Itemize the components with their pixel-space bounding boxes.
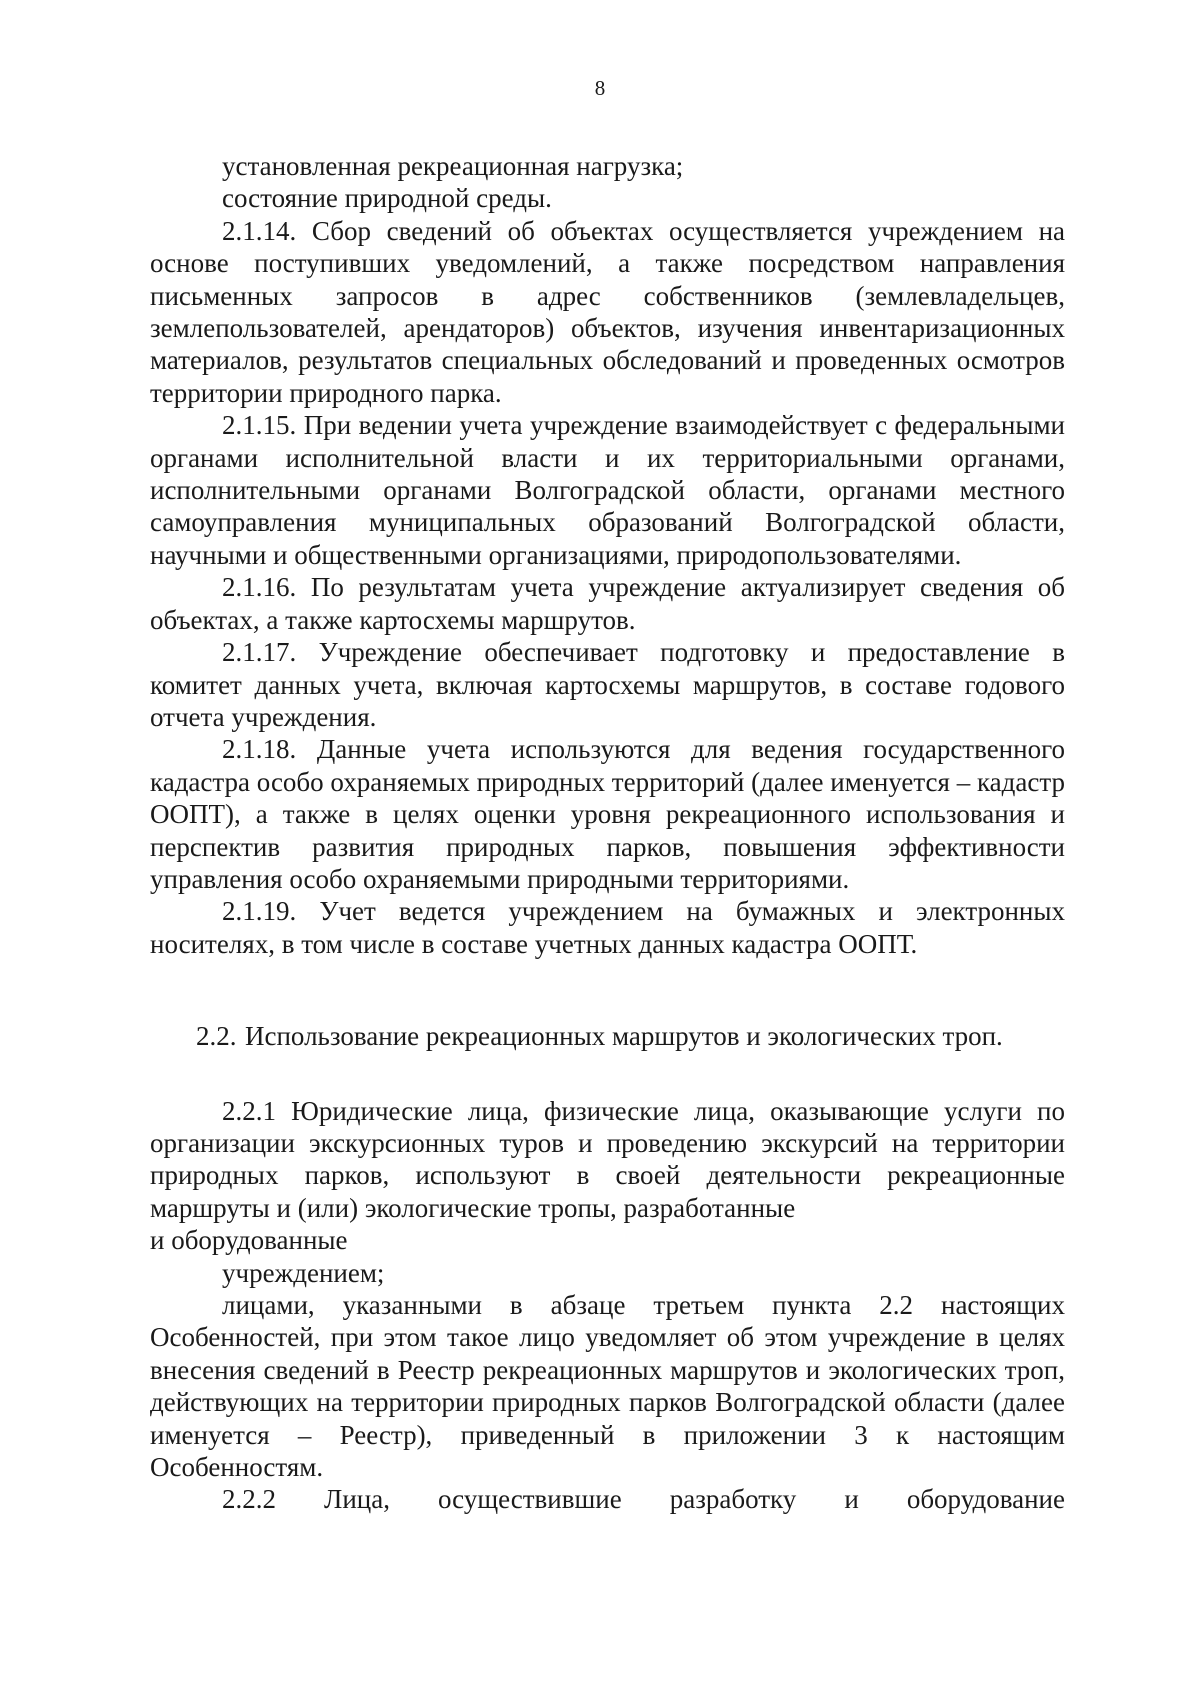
page-number: 8 [594,76,606,100]
section-title: Использование рекреационных маршрутов и экологических троп. [245,1021,1003,1052]
paragraph-recreational-load: установленная рекреационная нагрузка; [222,151,684,181]
paragraph-2-1-16: 2.1.16. По результатам учета учреждение актуализирует сведения об объектах, а также картосхемы маршрутов. [150,572,1065,635]
section-number: 2.2. [196,1021,237,1052]
paragraph-2-1-19: 2.1.19. Учет ведется учреждением на бумажных и электронных носителях, в том числе в составе учетных данных кадастра ООПТ. [150,896,1065,959]
paragraph-2-1-14: 2.1.14. Сбор сведений об объектах осуществляется учреждением на основе поступивших уведомлений, а также посредством направления письменных запросов в адрес собственников (землевладельцев, землепользователей, арендаторов) объектов, изучения инвентаризационных материалов, результатов специальных обследований и проведенных осмотров территории природного парка. [150,215,1065,408]
paragraph-2-2-2: 2.2.2 Лица, осуществившие разработку и оборудование [222,1484,1065,1515]
list-item-institution: учреждением; [222,1257,385,1288]
paragraph-2-2-1: 2.2.1 Юридические лица, физические лица, оказывающие услуги по организации экскурсионных туров и проведению экскурсий на территории природных парков, используют в своей деятельности рекреационные маршруты и (или) экологические тропы, разработанные [150,1095,1065,1223]
document-body [150,150,1065,1516]
paragraph-2-1-15: 2.1.15. При ведении учета учреждение взаимодействует с федеральными органами исполнительной власти и их территориальными органами, исполнительными органами Волгоградской области, органами местного самоуправления муниципальных образований Волгоградской области, научными и общественными организациями, природопользователями. [150,410,1065,570]
paragraph-2-2-1-tail: и оборудованные [150,1225,348,1256]
paragraph-2-1-17: 2.1.17. Учреждение обеспечивает подготовку и предоставление в комитет данных учета, включая картосхемы маршрутов, в составе годового отчета учреждения. [150,637,1065,732]
paragraph-environment-state: состояние природной среды. [222,183,552,214]
section-heading-2-2 [150,1020,1065,1052]
list-item-persons: лицами, указанными в абзаце третьем пункта 2.2 настоящих Особенностей, при этом такое лицо уведомляет об этом учреждение в целях внесения сведений в Реестр рекреационных маршрутов и экологических троп, действующих на территории природных парков Волгоградской области (далее именуется – Реестр), приведенный в приложении 3 к настоящим Особенностям. [150,1290,1065,1483]
paragraph-2-1-18: 2.1.18. Данные учета используются для ведения государственного кадастра особо охраняемых природных территорий (далее именуется – кадастр ООПТ), а также в целях оценки уровня рекреационного использования и перспектив развития природных парков, повышения эффективности управления особо охраняемыми природными территориями. [150,734,1065,894]
